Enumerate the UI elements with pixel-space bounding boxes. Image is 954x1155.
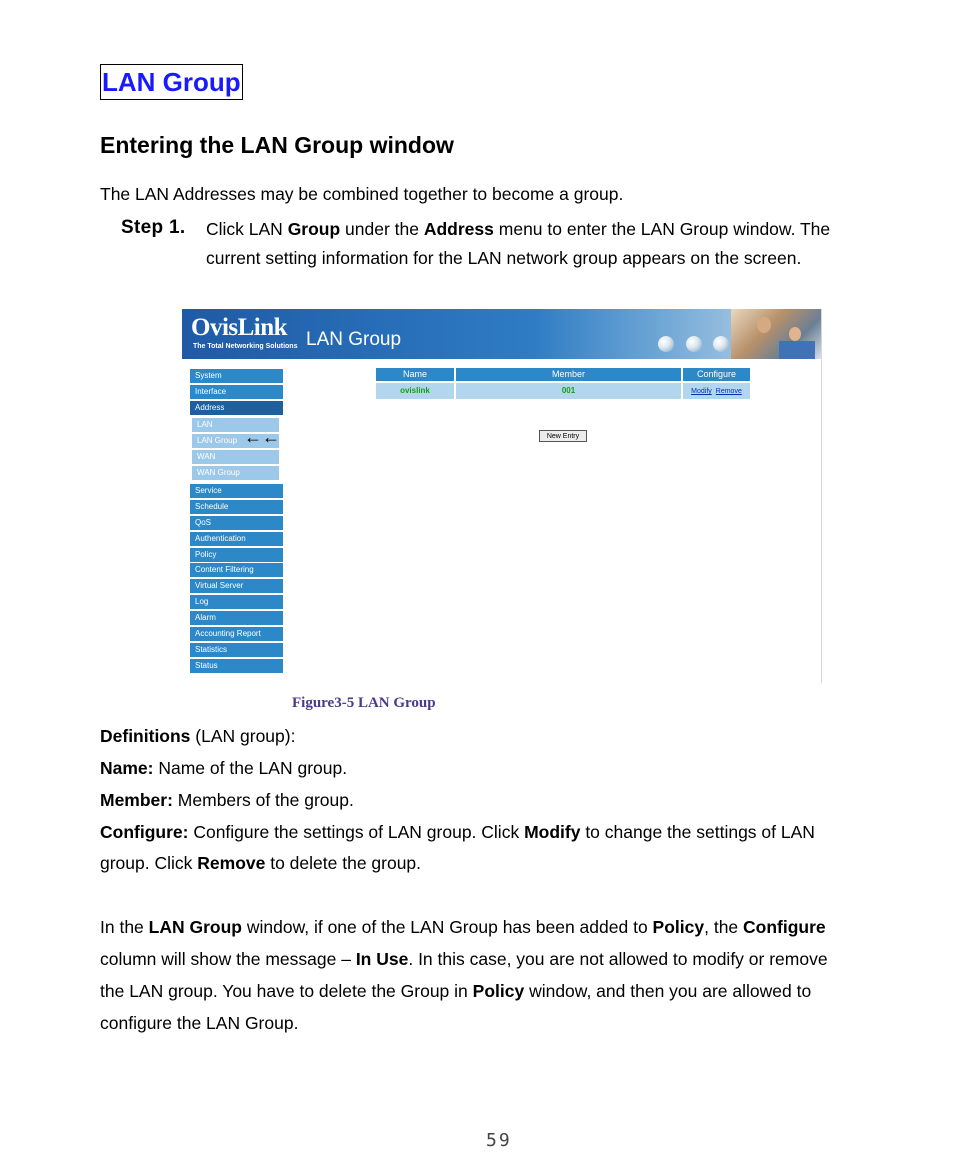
step-label: Step 1. [121,217,186,238]
column-header-member: Member [456,368,681,381]
banner [182,309,821,359]
window-title: LAN Group [306,329,402,350]
definitions-title: Definitions (LAN group): [100,726,296,746]
globe-icon [686,336,702,352]
menu-content-filtering[interactable]: Content Filtering [190,563,283,577]
submenu-wan-group[interactable]: WAN Group [192,466,279,480]
step-text-line2: current setting information for the LAN network group appears on the screen. [206,248,802,268]
note-line2: column will show the message – In Use. In this case, you are not allowed to modify or remove [100,949,828,969]
banner-photo [731,309,821,359]
submenu-lan[interactable]: LAN [192,418,279,432]
remove-link[interactable]: Remove [715,388,742,395]
cell-configure [683,383,750,399]
globe-icon [658,336,674,352]
definition-configure-line2: group. Click Remove to delete the group. [100,853,422,873]
menu-system[interactable]: System [190,369,283,383]
note-line3: the LAN group. You have to delete the Group in Policy window, and then you are allowed to [100,981,812,1001]
new-entry-button[interactable]: New Entry [539,430,587,442]
modify-link[interactable]: Modify [691,388,712,395]
menu-authentication[interactable]: Authentication [190,532,283,546]
figure-caption: Figure3-5 LAN Group [292,695,436,711]
column-header-configure: Configure [683,368,750,381]
column-header-name: Name [376,368,454,381]
menu-schedule[interactable]: Schedule [190,500,283,514]
step-text-line1: Click LAN Group under the Address menu to enter the LAN Group window. The [206,219,831,239]
definition-member: Member: Members of the group. [100,790,354,810]
logo-tagline: The Total Networking Solutions [193,343,298,350]
menu-qos[interactable]: QoS [190,516,283,530]
lan-group-screenshot [182,309,822,683]
page-number: 59 [486,1130,512,1151]
definition-configure-line1: Configure: Configure the settings of LAN group. Click Modify to change the settings of LAN [100,822,815,842]
menu-log[interactable]: Log [190,595,283,609]
menu-accounting-report[interactable]: Accounting Report [190,627,283,641]
page-heading: LAN Group [100,64,243,100]
menu-interface[interactable]: Interface [190,385,283,399]
double-arrow-left-icon: ←← [244,427,280,447]
globe-icon [713,336,729,352]
section-title: Entering the LAN Group window [100,132,454,158]
menu-address[interactable]: Address [190,401,283,415]
menu-statistics[interactable]: Statistics [190,643,283,657]
ovislink-logo: OvisLink [191,314,288,341]
menu-virtual-server[interactable]: Virtual Server [190,579,283,593]
note-line1: In the LAN Group window, if one of the LAN Group has been added to Policy, the Configure [100,917,826,937]
menu-alarm[interactable]: Alarm [190,611,283,625]
menu-status[interactable]: Status [190,659,283,673]
intro-text: The LAN Addresses may be combined together to become a group. [100,184,624,204]
note-line4: configure the LAN Group. [100,1013,299,1033]
menu-policy[interactable]: Policy [190,548,283,562]
submenu-lan-group[interactable]: LAN Group [192,434,279,448]
definition-name: Name: Name of the LAN group. [100,758,348,778]
cell-name: ovislink [376,383,454,399]
menu-service[interactable]: Service [190,484,283,498]
submenu-wan[interactable]: WAN [192,450,279,464]
cell-member: 001 [456,383,681,399]
